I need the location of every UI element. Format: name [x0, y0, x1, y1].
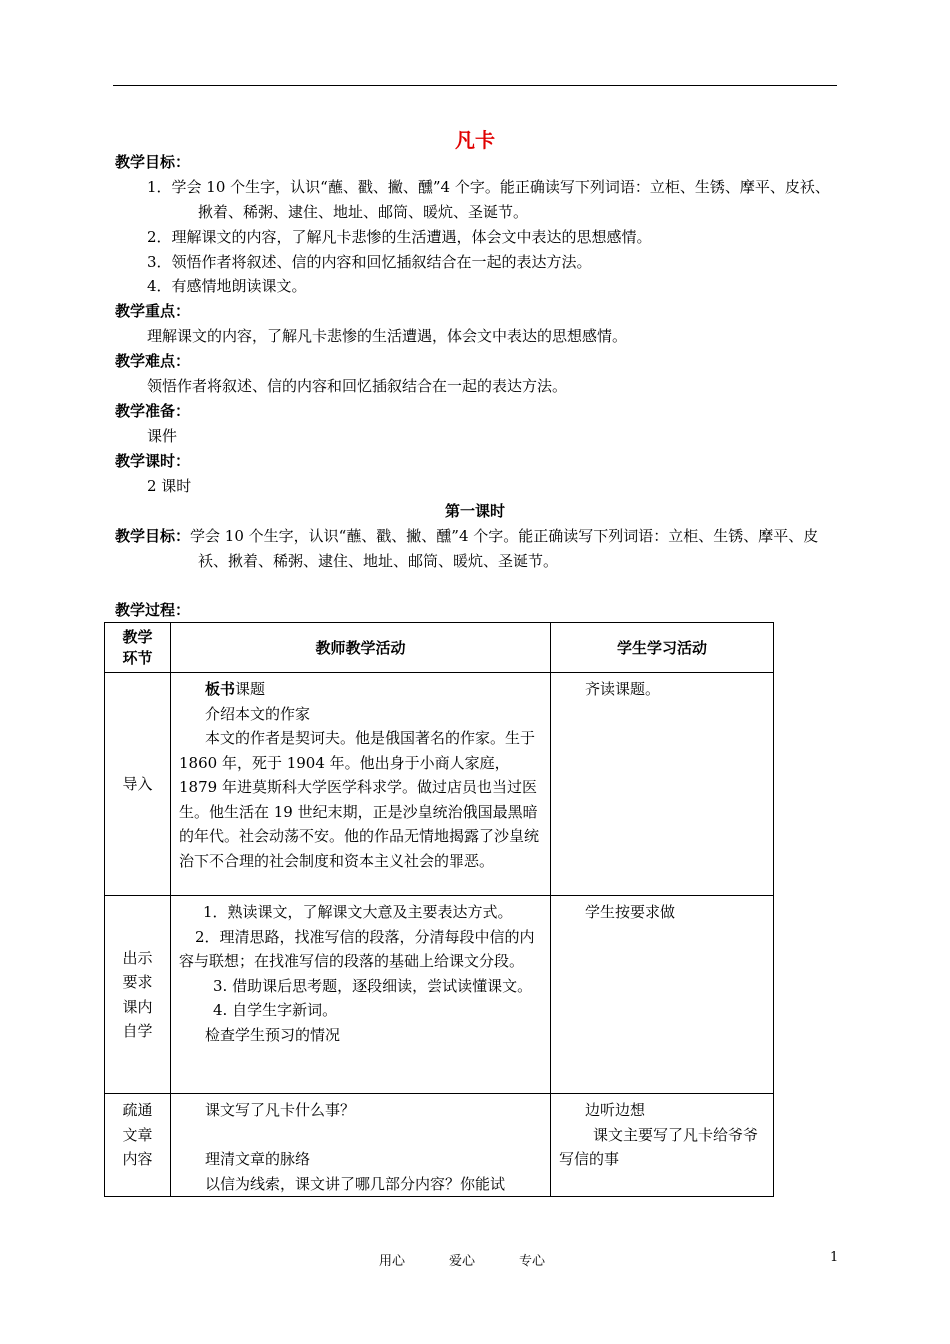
table-row	[105, 1094, 774, 1197]
table-row	[105, 896, 774, 1094]
preparation-text: 课件	[147, 427, 178, 445]
goal-1-line-a: 1．学会 10 个生字，认识“蘸、戳、撇、醺”4 个字。能正确读写下列词语：立柜、生锈、摩平、皮袄、	[147, 178, 830, 196]
self-study-check: 检查学生预习的情况	[205, 1025, 341, 1044]
goal-3: 3．领悟作者将叙述、信的内容和回忆插叙结合在一起的表达方法。	[147, 253, 592, 271]
key-points-text: 理解课文的内容，了解凡卡悲惨的生活遭遇，体会文中表达的思想感情。	[147, 327, 628, 345]
blackboard-label: 板书	[205, 680, 236, 698]
footer-motto	[379, 1250, 589, 1269]
header-stage-line-1: 教学	[122, 627, 153, 646]
content-clue-question: 以信为线索，课文讲了哪几部分内容？你能试	[205, 1174, 506, 1193]
process-heading: 教学过程：	[115, 601, 191, 619]
goal-4: 4．有感情地朗读课文。	[147, 277, 307, 295]
goal-2: 2．理解课文的内容，了解凡卡悲惨的生活遭遇，体会文中表达的思想感情。	[147, 228, 652, 246]
header-stage-line-2: 环节	[122, 648, 153, 667]
student-intro-text: 齐读课题。	[585, 680, 661, 698]
goal-1-line-b: 揪着、稀粥、逮住、地址、邮筒、暖炕、圣诞节。	[198, 203, 529, 221]
content-question: 课文写了凡卡什么事？	[205, 1101, 356, 1119]
blackboard-topic: 课题	[235, 680, 266, 698]
lesson-1-title: 第一课时	[444, 502, 505, 520]
lesson-1-goal-line-a: 学会 10 个生字，认识“蘸、戳、撇、醺”4 个字。能正确读写下列词语：立柜、生锈、摩平、皮	[190, 527, 819, 545]
content-structure: 理清文章的脉络	[205, 1150, 311, 1168]
student-self-study-text: 学生按要求做	[585, 903, 676, 921]
self-study-item-2: 2．理清思路，找准写信的段落，分清每段中信的内容与联想；在找准写信的段落的基础上给课文分段。	[179, 927, 535, 970]
hours-text: 2 课时	[147, 477, 192, 495]
header-rule	[113, 85, 837, 86]
preparation-heading: 教学准备：	[115, 402, 191, 420]
difficulty-heading: 教学难点：	[115, 352, 191, 370]
student-content-summary: 课文主要写了凡卡给爷爷写信的事	[559, 1125, 759, 1168]
stage-content-line-1: 疏通	[122, 1101, 153, 1119]
stage-self-study	[105, 896, 171, 1094]
footer-item-1: 用心	[379, 1254, 406, 1269]
stage-content	[105, 1094, 171, 1197]
student-cell-self-study	[551, 896, 774, 1094]
footer-item-3: 专心	[519, 1254, 546, 1269]
teaching-process-table	[104, 622, 774, 1197]
table-row	[105, 673, 774, 896]
teacher-cell-intro	[171, 673, 551, 896]
stage-content-line-3: 内容	[122, 1150, 153, 1168]
goals-heading: 教学目标：	[115, 153, 191, 171]
self-study-item-4: 4. 自学生字新词。	[213, 1001, 338, 1019]
difficulty-text: 领悟作者将叙述、信的内容和回忆插叙结合在一起的表达方法。	[147, 377, 568, 395]
self-study-item-1: 1．熟读课文，了解课文大意及主要表达方式。	[203, 903, 513, 921]
lesson-1-goal-line-b: 袄、揪着、稀粥、逮住、地址、邮筒、暖炕、圣诞节。	[198, 552, 559, 570]
header-teacher-activity: 教师教学活动	[171, 623, 551, 673]
stage-intro: 导入	[105, 673, 171, 896]
key-points-heading: 教学重点：	[115, 302, 191, 320]
stage-self-study-line-3: 课内	[122, 997, 153, 1016]
lesson-1-goal-heading: 教学目标：	[115, 527, 191, 545]
student-listen-think: 边听边想	[585, 1101, 646, 1119]
stage-self-study-line-1: 出示	[122, 948, 153, 967]
intro-author-heading: 介绍本文的作家	[205, 704, 311, 723]
hours-heading: 教学课时：	[115, 452, 191, 470]
teacher-cell-content	[171, 1094, 551, 1197]
stage-self-study-line-2: 要求	[122, 973, 153, 991]
intro-author-text: 本文的作者是契诃夫。他是俄国著名的作家。生于 1860 年，死于 1904 年。他出身于小商人家庭，1879 年进莫斯科大学医学科求学。做过店员也当过医生。他生活在 19 世纪末期，正是沙皇统治俄国最黑暗的年代。社会动荡不安。他的作品无情地揭露了沙皇统治下不合理的社会制度和资本主义社会的罪恶。	[179, 729, 540, 870]
header-student-activity: 学生学习活动	[551, 623, 774, 673]
stage-content-line-2: 文章	[122, 1125, 153, 1144]
stage-self-study-line-4: 自学	[122, 1022, 153, 1040]
student-cell-content	[551, 1094, 774, 1197]
self-study-item-3: 3. 借助课后思考题，逐段细读，尝试读懂课文。	[213, 976, 533, 995]
teacher-cell-self-study	[171, 896, 551, 1094]
table-header-row	[105, 623, 774, 673]
page-number: 1	[830, 1250, 839, 1265]
page-title: 凡卡	[455, 128, 495, 152]
footer-item-2: 爱心	[449, 1254, 476, 1269]
header-stage	[105, 623, 171, 673]
student-cell-intro	[551, 673, 774, 896]
